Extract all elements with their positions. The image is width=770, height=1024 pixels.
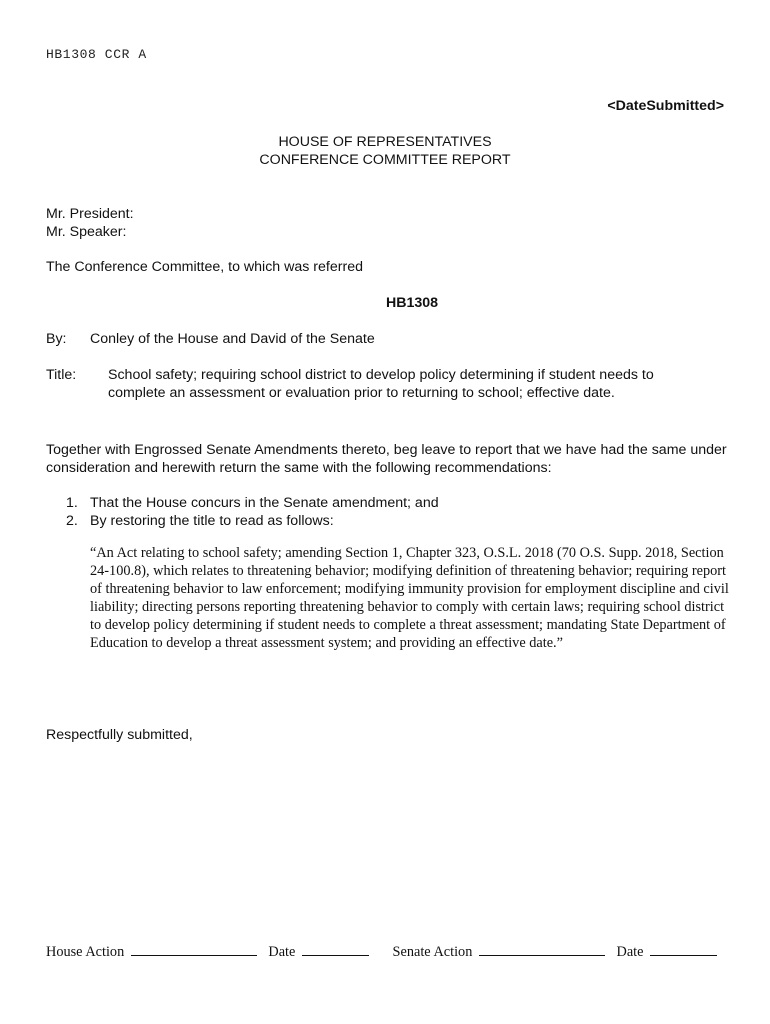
- title-line-2: CONFERENCE COMMITTEE REPORT: [259, 152, 511, 168]
- senate-action-label: Senate Action: [392, 944, 473, 960]
- closing-text: Respectfully submitted,: [46, 727, 193, 743]
- date-label: Date: [268, 944, 296, 960]
- house-action-line: [131, 941, 257, 956]
- date-line: [650, 941, 717, 956]
- recommendation-text: That the House concurs in the Senate amendment; and: [90, 495, 439, 511]
- document-code: HB1308 CCR A: [46, 47, 147, 62]
- date-line: [302, 941, 369, 956]
- by-label: By:: [46, 331, 67, 347]
- recommendations-list: [66, 494, 706, 530]
- recommendation-text: By restoring the title to read as follows:: [90, 513, 334, 529]
- senate-action-line: [479, 941, 605, 956]
- referred-text: The Conference Committee, to which was referred: [46, 259, 363, 275]
- recommendation-item: [66, 512, 706, 530]
- recommendation-number: 1.: [66, 495, 78, 511]
- house-action-label: House Action: [46, 944, 125, 960]
- title-value: School safety; requiring school district to develop policy determining if student needs to complete an assessment or evaluation prior to returning to school; effective date.: [108, 367, 654, 401]
- report-title: [0, 133, 770, 169]
- title-label: Title:: [46, 367, 77, 383]
- salutation-president: Mr. President:: [46, 206, 134, 222]
- bill-number: HB1308: [385, 295, 439, 311]
- by-value: Conley of the House and David of the Senate: [90, 331, 375, 347]
- together-paragraph: Together with Engrossed Senate Amendments thereto, beg leave to report that we have had the same under consideration and herewith return the same with the following recommendations:: [46, 442, 727, 476]
- recommendation-number: 2.: [66, 513, 78, 529]
- recommendation-item: [66, 494, 706, 512]
- salutation-speaker: Mr. Speaker:: [46, 224, 127, 240]
- action-footer: [46, 941, 717, 961]
- date-submitted: <DateSubmitted>: [607, 98, 724, 114]
- title-line-1: HOUSE OF REPRESENTATIVES: [278, 134, 492, 150]
- date-label: Date: [616, 944, 644, 960]
- salutation: [46, 205, 134, 241]
- quoted-title: “An Act relating to school safety; amending Section 1, Chapter 323, O.S.L. 2018 (70 O.S. Supp. 2018, Section 24-100.8), which relates to threatening behavior; modifying definition of threatening behavior; requiring report of threatening behavior to law enforcement; modifying immunity provision for employment discipline and civil liability; directing persons reporting threatening behavior to comply with certain laws; requiring school district to develop policy determining if student needs to complete a threat assessment; mandating State Department of Education to develop a threat assessment system; and providing an effective date.”: [90, 545, 729, 652]
